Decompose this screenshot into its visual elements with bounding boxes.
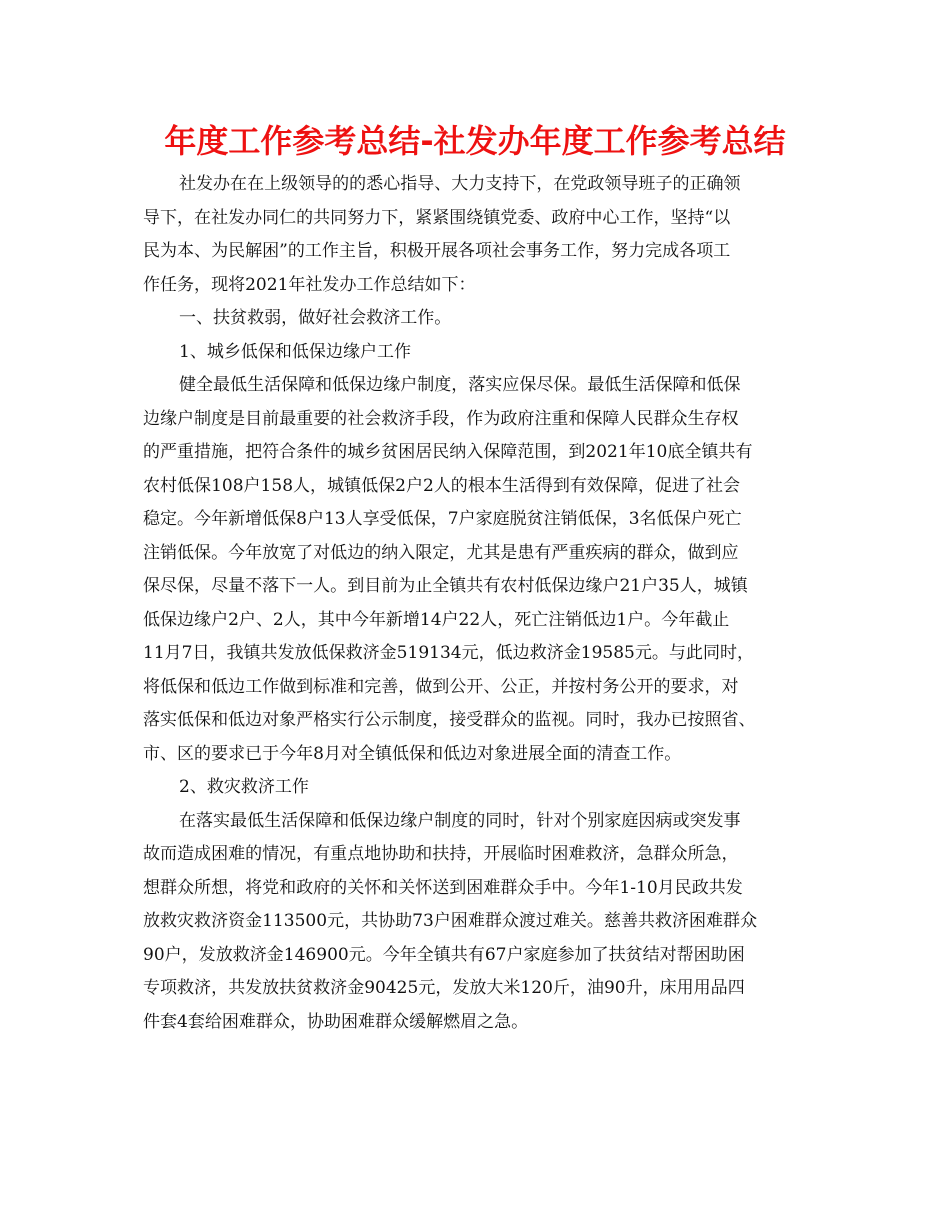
document-body (143, 168, 810, 1039)
text-line: 低保边缘户2户、2人，其中今年新增14户22人，死亡注销低边1户。今年截止 (143, 609, 730, 630)
text-line: 专项救济，共发放扶贫救济金90425元，发放大米120斤，油90升，床用用品四 (143, 978, 745, 998)
subsection-2-paragraph (143, 805, 810, 1040)
text-line: 导下，在社发办同仁的共同努力下，紧紧围绕镇党委、政府中心工作，坚持“以 (143, 207, 731, 228)
text-line: 将低保和低边工作做到标准和完善，做到公开、公正，并按村务公开的要求，对 (143, 676, 739, 697)
text-line: 市、区的要求已于今年8月对全镇低保和低边对象进展全面的清查工作。 (143, 743, 682, 764)
text-line: 件套4套给困难群众，协助困难群众缓解燃眉之急。 (143, 1011, 529, 1032)
text-line: 稳定。今年新增低保8户13人享受低保，7户家庭脱贫注销低保，3名低保户死亡 (143, 509, 742, 529)
text-line: 保尽保，尽量不落下一人。到目前为止全镇共有农村低保边缘户21户35人，城镇 (143, 576, 748, 596)
text-line: 社发办在在上级领导的的悉心指导、大力支持下，在党政领导班子的正确领 (179, 174, 741, 194)
text-line: 农村低保108户158人，城镇低保2户2人的根本生活得到有效保障，促进了社会 (143, 475, 741, 496)
text-line: 2、救灾救济工作 (179, 777, 309, 797)
text-line: 想群众所想，将党和政府的关怀和关怀送到困难群众手中。今年1-10月民政共发 (143, 877, 743, 898)
text-line: 放救灾救济资金113500元，共协助73户困难群众渡过难关。慈善共救济困难群众 (143, 911, 758, 931)
text-line: 一、扶贫救弱，做好社会救济工作。 (179, 308, 452, 328)
text-line: 健全最低生活保障和低保边缘户制度，落实应保尽保。最低生活保障和低保 (179, 375, 741, 395)
subsection-1-paragraph (143, 369, 810, 771)
subsection-heading-2 (143, 771, 810, 805)
document-title: 年度工作参考总结-社发办年度工作参考总结 (164, 122, 786, 160)
text-line: 注销低保。今年放宽了对低边的纳入限定，尤其是患有严重疾病的群众，做到应 (143, 542, 739, 563)
text-line: 1、城乡低保和低保边缘户工作 (179, 341, 412, 362)
text-line: 边缘户制度是目前最重要的社会救济手段，作为政府注重和保障人民群众生存权 (143, 408, 739, 429)
text-line: 90户，发放救济金146900元。今年全镇共有67户家庭参加了扶贫结对帮困助困 (143, 944, 745, 965)
text-line: 故而造成困难的情况，有重点地协助和扶持，开展临时困难救济，急群众所急， (143, 844, 739, 864)
subsection-heading-1 (143, 336, 810, 370)
text-line: 11月7日，我镇共发放低保救济金519134元，低边救济金19585元。与此同时， (143, 643, 754, 663)
section-heading-1 (143, 302, 810, 336)
text-line: 落实低保和低边对象严格实行公示制度，接受群众的监视。同时，我办已按照省、 (143, 710, 756, 730)
text-line: 在落实最低生活保障和低保边缘户制度的同时，针对个别家庭因病或突发事 (179, 810, 741, 831)
text-line: 民为本、为民解困”的工作主旨，积极开展各项社会事务工作，努力完成各项工 (143, 241, 731, 261)
text-line: 的严重措施，把符合条件的城乡贫困居民纳入保障范围，到2021年10底全镇共有 (143, 442, 753, 462)
intro-paragraph (143, 168, 810, 302)
text-line: 作任务，现将2021年社发办工作总结如下： (143, 274, 476, 295)
